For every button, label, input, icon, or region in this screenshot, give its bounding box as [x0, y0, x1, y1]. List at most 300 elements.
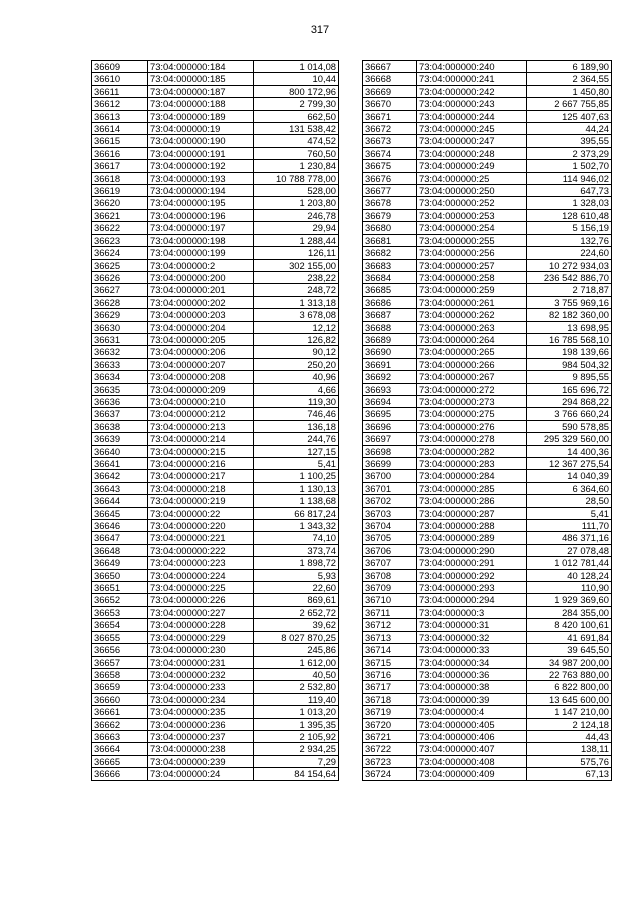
cadastral-number: 73:04:000000:239: [148, 755, 254, 767]
cadastral-value: 131 538,42: [254, 123, 339, 135]
table-row: [92, 482, 339, 494]
table-row: [363, 631, 612, 643]
cadastral-number: 73:04:000000:259: [417, 284, 527, 296]
cadastral-value: 66 817,24: [254, 507, 339, 519]
table-row: [92, 656, 339, 668]
cadastral-number: 73:04:000000:238: [148, 743, 254, 755]
table-row: [363, 470, 612, 482]
cadastral-value: 250,20: [254, 358, 339, 370]
table-row: [363, 420, 612, 432]
row-number: 36709: [363, 582, 417, 594]
cadastral-value: 3 755 969,16: [527, 296, 612, 308]
table-row: [92, 755, 339, 767]
table-row: [363, 718, 612, 730]
row-number: 36700: [363, 470, 417, 482]
table-row: [92, 197, 339, 209]
table-row: [92, 594, 339, 606]
cadastral-value: 2 124,18: [527, 718, 612, 730]
table-row: [92, 557, 339, 569]
cadastral-value: 1 138,68: [254, 495, 339, 507]
cadastral-value: 1 898,72: [254, 557, 339, 569]
row-number: 36661: [92, 706, 148, 718]
cadastral-number: 73:04:000000:282: [417, 445, 527, 457]
cadastral-value: 10,44: [254, 73, 339, 85]
table-row: [92, 706, 339, 718]
row-number: 36688: [363, 321, 417, 333]
cadastral-number: 73:04:000000:223: [148, 557, 254, 569]
row-number: 36613: [92, 110, 148, 122]
row-number: 36717: [363, 681, 417, 693]
table-row: [92, 135, 339, 147]
left-table-body: [92, 61, 339, 781]
cadastral-number: 73:04:000000:208: [148, 371, 254, 383]
cadastral-number: 73:04:000000:195: [148, 197, 254, 209]
cadastral-number: 73:04:000000:22: [148, 507, 254, 519]
row-number: 36619: [92, 185, 148, 197]
row-number: 36691: [363, 358, 417, 370]
row-number: 36693: [363, 383, 417, 395]
cadastral-number: 73:04:000000:409: [417, 768, 527, 780]
table-row: [92, 681, 339, 693]
cadastral-number: 73:04:000000:254: [417, 222, 527, 234]
cadastral-value: 132,76: [527, 234, 612, 246]
table-row: [92, 420, 339, 432]
cadastral-number: 73:04:000000:294: [417, 594, 527, 606]
cadastral-value: 1 230,84: [254, 160, 339, 172]
cadastral-value: 10 272 934,03: [527, 259, 612, 271]
table-row: [92, 668, 339, 680]
cadastral-number: 73:04:000000:248: [417, 147, 527, 159]
cadastral-value: 127,15: [254, 445, 339, 457]
cadastral-value: 295 329 560,00: [527, 433, 612, 445]
cadastral-number: 73:04:000000:231: [148, 656, 254, 668]
cadastral-value: 248,72: [254, 284, 339, 296]
cadastral-number: 73:04:000000:4: [417, 706, 527, 718]
cadastral-number: 73:04:000000:227: [148, 606, 254, 618]
table-row: [363, 569, 612, 581]
row-number: 36612: [92, 98, 148, 110]
row-number: 36681: [363, 234, 417, 246]
table-row: [363, 458, 612, 470]
row-number: 36652: [92, 594, 148, 606]
cadastral-number: 73:04:000000:263: [417, 321, 527, 333]
cadastral-value: 198 139,66: [527, 346, 612, 358]
cadastral-value: 1 288,44: [254, 234, 339, 246]
table-row: [92, 309, 339, 321]
cadastral-number: 73:04:000000:207: [148, 358, 254, 370]
cadastral-value: 236 542 886,70: [527, 271, 612, 283]
right-table: [362, 60, 612, 781]
cadastral-value: 760,50: [254, 147, 339, 159]
cadastral-value: 44,43: [527, 730, 612, 742]
cadastral-value: 82 182 360,00: [527, 309, 612, 321]
left-table: [91, 60, 339, 781]
table-row: [92, 346, 339, 358]
table-row: [92, 507, 339, 519]
cadastral-value: 647,73: [527, 185, 612, 197]
table-row: [363, 185, 612, 197]
cadastral-number: 73:04:000000:235: [148, 706, 254, 718]
cadastral-number: 73:04:000000:252: [417, 197, 527, 209]
cadastral-value: 662,50: [254, 110, 339, 122]
row-number: 36642: [92, 470, 148, 482]
cadastral-value: 40,96: [254, 371, 339, 383]
cadastral-number: 73:04:000000:200: [148, 271, 254, 283]
table-row: [363, 445, 612, 457]
cadastral-number: 73:04:000000:188: [148, 98, 254, 110]
table-row: [92, 73, 339, 85]
cadastral-value: 114 946,02: [527, 172, 612, 184]
cadastral-number: 73:04:000000:226: [148, 594, 254, 606]
cadastral-value: 1 203,80: [254, 197, 339, 209]
cadastral-number: 73:04:000000:25: [417, 172, 527, 184]
cadastral-value: 119,40: [254, 693, 339, 705]
table-row: [92, 730, 339, 742]
row-number: 36622: [92, 222, 148, 234]
cadastral-value: 84 154,64: [254, 768, 339, 780]
cadastral-value: 34 987 200,00: [527, 656, 612, 668]
cadastral-value: 39 645,50: [527, 644, 612, 656]
table-row: [363, 408, 612, 420]
cadastral-number: 73:04:000000:3: [417, 606, 527, 618]
cadastral-number: 73:04:000000:194: [148, 185, 254, 197]
table-row: [92, 123, 339, 135]
cadastral-number: 73:04:000000:2: [148, 259, 254, 271]
cadastral-value: 1 395,35: [254, 718, 339, 730]
cadastral-number: 73:04:000000:213: [148, 420, 254, 432]
row-number: 36664: [92, 743, 148, 755]
table-row: [92, 147, 339, 159]
table-row: [363, 135, 612, 147]
cadastral-value: 74,10: [254, 532, 339, 544]
table-row: [363, 706, 612, 718]
table-row: [92, 408, 339, 420]
cadastral-number: 73:04:000000:253: [417, 209, 527, 221]
cadastral-value: 5,41: [527, 507, 612, 519]
table-row: [92, 693, 339, 705]
cadastral-value: 1 012 781,44: [527, 557, 612, 569]
row-number: 36705: [363, 532, 417, 544]
cadastral-number: 73:04:000000:250: [417, 185, 527, 197]
cadastral-number: 73:04:000000:266: [417, 358, 527, 370]
row-number: 36636: [92, 395, 148, 407]
cadastral-value: 3 678,08: [254, 309, 339, 321]
cadastral-number: 73:04:000000:229: [148, 631, 254, 643]
cadastral-number: 73:04:000000:272: [417, 383, 527, 395]
cadastral-number: 73:04:000000:242: [417, 85, 527, 97]
cadastral-number: 73:04:000000:278: [417, 433, 527, 445]
cadastral-value: 984 504,32: [527, 358, 612, 370]
row-number: 36626: [92, 271, 148, 283]
row-number: 36671: [363, 110, 417, 122]
row-number: 36713: [363, 631, 417, 643]
cadastral-value: 136,18: [254, 420, 339, 432]
row-number: 36634: [92, 371, 148, 383]
cadastral-number: 73:04:000000:291: [417, 557, 527, 569]
cadastral-number: 73:04:000000:187: [148, 85, 254, 97]
table-row: [363, 582, 612, 594]
table-row: [92, 296, 339, 308]
row-number: 36716: [363, 668, 417, 680]
row-number: 36609: [92, 61, 148, 73]
row-number: 36663: [92, 730, 148, 742]
table-row: [92, 247, 339, 259]
row-number: 36644: [92, 495, 148, 507]
cadastral-number: 73:04:000000:228: [148, 619, 254, 631]
row-number: 36631: [92, 333, 148, 345]
row-number: 36720: [363, 718, 417, 730]
cadastral-number: 73:04:000000:261: [417, 296, 527, 308]
cadastral-number: 73:04:000000:215: [148, 445, 254, 457]
table-row: [92, 321, 339, 333]
cadastral-value: 2 934,25: [254, 743, 339, 755]
cadastral-value: 486 371,16: [527, 532, 612, 544]
row-number: 36692: [363, 371, 417, 383]
cadastral-value: 1 313,18: [254, 296, 339, 308]
cadastral-number: 73:04:000000:34: [417, 656, 527, 668]
row-number: 36662: [92, 718, 148, 730]
cadastral-number: 73:04:000000:249: [417, 160, 527, 172]
cadastral-value: 125 407,63: [527, 110, 612, 122]
cadastral-value: 44,24: [527, 123, 612, 135]
row-number: 36667: [363, 61, 417, 73]
cadastral-value: 1 450,80: [527, 85, 612, 97]
cadastral-value: 16 785 568,10: [527, 333, 612, 345]
cadastral-value: 126,11: [254, 247, 339, 259]
cadastral-number: 73:04:000000:32: [417, 631, 527, 643]
table-row: [92, 98, 339, 110]
table-row: [363, 544, 612, 556]
cadastral-value: 138,11: [527, 743, 612, 755]
cadastral-number: 73:04:000000:256: [417, 247, 527, 259]
cadastral-number: 73:04:000000:219: [148, 495, 254, 507]
cadastral-value: 528,00: [254, 185, 339, 197]
row-number: 36647: [92, 532, 148, 544]
row-number: 36624: [92, 247, 148, 259]
row-number: 36665: [92, 755, 148, 767]
row-number: 36690: [363, 346, 417, 358]
cadastral-value: 1 612,00: [254, 656, 339, 668]
table-row: [363, 730, 612, 742]
cadastral-number: 73:04:000000:230: [148, 644, 254, 656]
row-number: 36695: [363, 408, 417, 420]
cadastral-number: 73:04:000000:217: [148, 470, 254, 482]
row-number: 36702: [363, 495, 417, 507]
row-number: 36650: [92, 569, 148, 581]
cadastral-value: 2 105,92: [254, 730, 339, 742]
cadastral-number: 73:04:000000:286: [417, 495, 527, 507]
cadastral-number: 73:04:000000:192: [148, 160, 254, 172]
cadastral-number: 73:04:000000:184: [148, 61, 254, 73]
row-number: 36621: [92, 209, 148, 221]
cadastral-value: 245,86: [254, 644, 339, 656]
table-row: [363, 768, 612, 780]
row-number: 36643: [92, 482, 148, 494]
cadastral-number: 73:04:000000:204: [148, 321, 254, 333]
cadastral-number: 73:04:000000:197: [148, 222, 254, 234]
cadastral-value: 12 367 275,54: [527, 458, 612, 470]
cadastral-number: 73:04:000000:264: [417, 333, 527, 345]
row-number: 36668: [363, 73, 417, 85]
row-number: 36701: [363, 482, 417, 494]
table-row: [92, 358, 339, 370]
cadastral-number: 73:04:000000:190: [148, 135, 254, 147]
cadastral-number: 73:04:000000:203: [148, 309, 254, 321]
table-row: [363, 284, 612, 296]
table-row: [363, 644, 612, 656]
cadastral-number: 73:04:000000:202: [148, 296, 254, 308]
cadastral-value: 2 667 755,85: [527, 98, 612, 110]
cadastral-number: 73:04:000000:24: [148, 768, 254, 780]
table-row: [92, 234, 339, 246]
row-number: 36696: [363, 420, 417, 432]
row-number: 36687: [363, 309, 417, 321]
row-number: 36648: [92, 544, 148, 556]
table-row: [92, 371, 339, 383]
table-row: [363, 619, 612, 631]
table-row: [363, 98, 612, 110]
cadastral-number: 73:04:000000:289: [417, 532, 527, 544]
cadastral-number: 73:04:000000:216: [148, 458, 254, 470]
cadastral-value: 14 400,36: [527, 445, 612, 457]
cadastral-value: 3 766 660,24: [527, 408, 612, 420]
row-number: 36679: [363, 209, 417, 221]
row-number: 36682: [363, 247, 417, 259]
table-row: [92, 222, 339, 234]
table-row: [92, 606, 339, 618]
cadastral-number: 73:04:000000:218: [148, 482, 254, 494]
table-row: [363, 61, 612, 73]
table-row: [92, 395, 339, 407]
cadastral-value: 126,82: [254, 333, 339, 345]
cadastral-number: 73:04:000000:31: [417, 619, 527, 631]
table-row: [92, 458, 339, 470]
row-number: 36694: [363, 395, 417, 407]
row-number: 36618: [92, 172, 148, 184]
table-row: [363, 606, 612, 618]
table-row: [363, 656, 612, 668]
table-row: [92, 569, 339, 581]
cadastral-value: 302 155,00: [254, 259, 339, 271]
cadastral-number: 73:04:000000:292: [417, 569, 527, 581]
row-number: 36620: [92, 197, 148, 209]
table-row: [363, 507, 612, 519]
row-number: 36639: [92, 433, 148, 445]
table-row: [363, 271, 612, 283]
cadastral-value: 67,13: [527, 768, 612, 780]
cadastral-value: 1 014,08: [254, 61, 339, 73]
row-number: 36673: [363, 135, 417, 147]
cadastral-value: 746,46: [254, 408, 339, 420]
cadastral-value: 2 532,80: [254, 681, 339, 693]
table-row: [363, 482, 612, 494]
cadastral-number: 73:04:000000:257: [417, 259, 527, 271]
row-number: 36683: [363, 259, 417, 271]
table-row: [92, 532, 339, 544]
cadastral-number: 73:04:000000:222: [148, 544, 254, 556]
cadastral-value: 128 610,48: [527, 209, 612, 221]
cadastral-value: 2 718,87: [527, 284, 612, 296]
row-number: 36616: [92, 147, 148, 159]
row-number: 36711: [363, 606, 417, 618]
row-number: 36654: [92, 619, 148, 631]
table-row: [92, 631, 339, 643]
cadastral-value: 590 578,85: [527, 420, 612, 432]
cadastral-value: 22 763 880,00: [527, 668, 612, 680]
table-row: [363, 296, 612, 308]
table-row: [363, 358, 612, 370]
row-number: 36699: [363, 458, 417, 470]
table-row: [363, 433, 612, 445]
row-number: 36659: [92, 681, 148, 693]
cadastral-number: 73:04:000000:293: [417, 582, 527, 594]
cadastral-number: 73:04:000000:193: [148, 172, 254, 184]
row-number: 36633: [92, 358, 148, 370]
cadastral-value: 1 130,13: [254, 482, 339, 494]
cadastral-value: 1 343,32: [254, 520, 339, 532]
row-number: 36715: [363, 656, 417, 668]
row-number: 36698: [363, 445, 417, 457]
table-row: [92, 520, 339, 532]
cadastral-value: 244,76: [254, 433, 339, 445]
row-number: 36656: [92, 644, 148, 656]
row-number: 36627: [92, 284, 148, 296]
table-row: [92, 259, 339, 271]
cadastral-number: 73:04:000000:220: [148, 520, 254, 532]
cadastral-value: 224,60: [527, 247, 612, 259]
table-row: [363, 172, 612, 184]
row-number: 36669: [363, 85, 417, 97]
cadastral-number: 73:04:000000:283: [417, 458, 527, 470]
row-number: 36686: [363, 296, 417, 308]
cadastral-number: 73:04:000000:237: [148, 730, 254, 742]
cadastral-number: 73:04:000000:245: [417, 123, 527, 135]
table-row: [363, 259, 612, 271]
cadastral-value: 575,76: [527, 755, 612, 767]
cadastral-value: 29,94: [254, 222, 339, 234]
table-row: [363, 247, 612, 259]
cadastral-value: 8 420 100,61: [527, 619, 612, 631]
table-row: [363, 85, 612, 97]
cadastral-number: 73:04:000000:265: [417, 346, 527, 358]
row-number: 36712: [363, 619, 417, 631]
table-row: [363, 321, 612, 333]
table-row: [92, 544, 339, 556]
row-number: 36615: [92, 135, 148, 147]
cadastral-value: 41 691,84: [527, 631, 612, 643]
cadastral-value: 12,12: [254, 321, 339, 333]
table-row: [363, 147, 612, 159]
cadastral-number: 73:04:000000:225: [148, 582, 254, 594]
cadastral-number: 73:04:000000:210: [148, 395, 254, 407]
cadastral-value: 14 040,39: [527, 470, 612, 482]
row-number: 36707: [363, 557, 417, 569]
cadastral-value: 165 696,72: [527, 383, 612, 395]
table-row: [92, 383, 339, 395]
cadastral-value: 2 799,30: [254, 98, 339, 110]
cadastral-number: 73:04:000000:206: [148, 346, 254, 358]
cadastral-number: 73:04:000000:205: [148, 333, 254, 345]
cadastral-number: 73:04:000000:275: [417, 408, 527, 420]
table-row: [92, 172, 339, 184]
row-number: 36676: [363, 172, 417, 184]
cadastral-number: 73:04:000000:224: [148, 569, 254, 581]
cadastral-value: 1 147 210,00: [527, 706, 612, 718]
row-number: 36625: [92, 259, 148, 271]
cadastral-value: 1 328,03: [527, 197, 612, 209]
row-number: 36723: [363, 755, 417, 767]
cadastral-value: 40,50: [254, 668, 339, 680]
